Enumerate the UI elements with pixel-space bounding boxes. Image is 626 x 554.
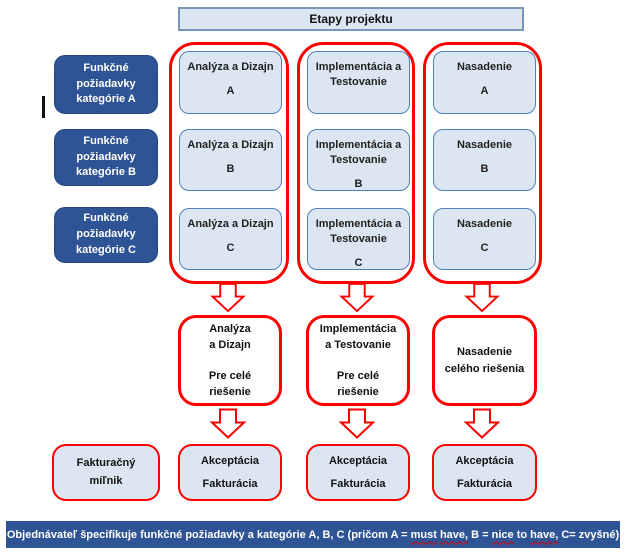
acceptance-line1: Akceptácia: [328, 455, 388, 467]
milestone-line2: míľnik: [89, 474, 123, 487]
stage-box-nasadenie-b: [433, 129, 536, 191]
down-arrow-icon: [210, 406, 246, 441]
acceptance-billing-box-2: [306, 444, 410, 501]
sol-line1: Implementácia: [319, 322, 397, 335]
acceptance-line2: Fakturácia: [330, 478, 386, 490]
stage-box-nasadenie-c: [433, 208, 536, 270]
req-b-line3: kategórie B: [76, 166, 136, 179]
stage-box-analyza-a: [179, 51, 282, 114]
stage-title: Nasadenie: [456, 61, 513, 73]
category-definition-banner: [6, 521, 620, 548]
acceptance-line2: Fakturácia: [456, 478, 513, 490]
text-cursor-artifact: [42, 96, 45, 118]
requirements-category-b-box: [54, 129, 158, 186]
banner-text-segment: C= zvyšné): [558, 528, 620, 541]
stage-title: Implementácia a Testovanie: [315, 61, 402, 88]
req-c-line2: požiadavky: [76, 228, 136, 241]
stage-group-nasadenie: [423, 42, 542, 284]
req-c-line3: kategórie C: [76, 243, 136, 256]
banner-text-segment-underlined: have,: [439, 528, 469, 541]
diagram-title-label: Etapy projektu: [309, 12, 393, 26]
req-b-line1: Funkčné: [83, 134, 129, 147]
acceptance-line1: Akceptácia: [455, 455, 514, 467]
billing-milestone-box: [52, 444, 160, 501]
stage-letter: B: [354, 177, 363, 190]
milestone-line1: Fakturačný: [76, 457, 136, 470]
down-arrow-icon: [464, 406, 500, 441]
banner-text-segment: to: [513, 528, 531, 541]
down-arrow-icon: [339, 406, 375, 441]
stage-letter: A: [480, 84, 489, 97]
diagram-title: [178, 7, 524, 31]
solution-box-implementacia: [306, 315, 410, 406]
down-arrow-icon: [339, 283, 375, 312]
sol-line3: Pre celé: [336, 369, 380, 382]
sol-line4: riešenie: [209, 386, 251, 398]
banner-text-segment-underlined: must: [410, 528, 437, 541]
req-a-line3: kategórie A: [76, 93, 136, 106]
sol-line3: Pre celé: [208, 369, 252, 382]
req-c-line1: Funkčné: [83, 212, 129, 225]
acceptance-line1: Akceptácia: [200, 455, 260, 467]
down-arrow-icon: [464, 283, 500, 312]
stage-title: Nasadenie: [456, 139, 513, 151]
stage-letter: B: [226, 162, 235, 175]
stage-letter: C: [354, 256, 363, 269]
sol-line2: a Testovanie: [325, 339, 391, 351]
down-arrow-icon: [210, 283, 246, 312]
sol-line2: a Dizajn: [209, 339, 251, 351]
requirements-category-c-box: [54, 207, 158, 263]
banner-text-segment: B =: [468, 528, 492, 541]
stage-group-implementacia-a-testovanie: [297, 42, 415, 284]
solution-box-nasadenie: [432, 315, 537, 406]
stage-title: Analýza a Dizajn: [187, 139, 274, 151]
stage-title: Analýza a Dizajn: [187, 218, 274, 230]
stage-title: Implementácia a Testovanie: [315, 218, 402, 245]
stage-box-implementacia-a: [307, 51, 410, 114]
req-a-line1: Funkčné: [83, 61, 129, 74]
stage-letter: C: [226, 241, 235, 254]
stage-box-implementacia-c: [307, 208, 410, 270]
stage-box-analyza-b: [179, 129, 282, 191]
acceptance-line2: Fakturácia: [202, 478, 258, 490]
requirements-category-a-box: [54, 55, 158, 114]
sol-line2: celého riešenia: [444, 362, 525, 375]
req-a-line2: požiadavky: [76, 77, 136, 90]
stage-box-analyza-c: [179, 208, 282, 270]
stage-title: Nasadenie: [456, 218, 513, 230]
sol-line1: Analýza: [209, 322, 251, 335]
banner-text-segment-underlined: have,: [530, 528, 559, 541]
stage-letter: B: [480, 162, 489, 175]
stage-title: Analýza a Dizajn: [187, 61, 274, 73]
stage-box-implementacia-b: [307, 129, 410, 191]
solution-box-analyza: [178, 315, 282, 406]
stage-letter: A: [226, 84, 235, 97]
sol-line4: riešenie: [337, 386, 379, 398]
acceptance-billing-box-1: [178, 444, 282, 501]
banner-text-segment: Objednávateľ špecifikuje funkčné požiadavky a kategórie A, B, C (pričom A =: [6, 528, 411, 541]
req-b-line2: požiadavky: [76, 150, 136, 163]
sol-line1: Nasadenie: [456, 346, 513, 358]
stage-letter: C: [480, 241, 489, 254]
banner-text-segment-underlined: nice: [491, 528, 514, 541]
acceptance-billing-box-3: [432, 444, 537, 501]
stage-title: Implementácia a Testovanie: [315, 139, 402, 166]
stage-box-nasadenie-a: [433, 51, 536, 114]
stage-group-analyza-a-dizajn: [169, 42, 289, 284]
